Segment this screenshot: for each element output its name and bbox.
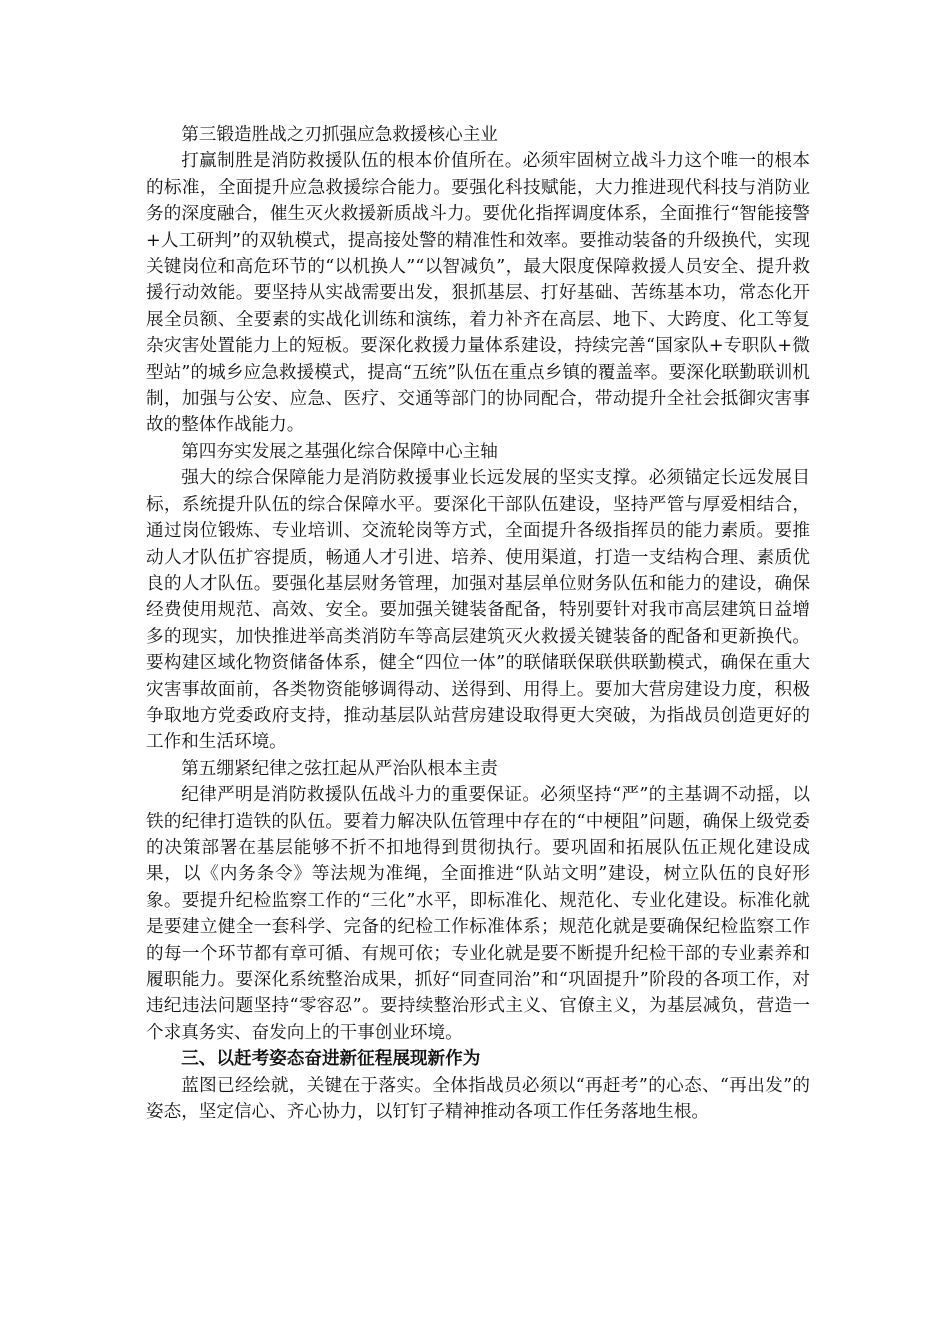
body-paragraph-3: 纪律严明是消防救援队伍战斗力的重要保证。必须坚持“严”的主基调不动摇，以铁的纪律打造铁的队伍。要着力解决队伍管理中存在的“中梗阻”问题，确保上级党委的决策部署在基层能够不折不扣地得到贯彻执行。要巩固和拓展队伍正规化建设成果，以《内务条令》等法规为准绳，全面推进“队站文明”建设，树立队伍的良好形象。要提升纪检监察工作的“三化”水平，即标准化、规范化、专业化建设。标准化就是要建立健全一套科学、完备的纪检工作标准体系；规范化就是要确保纪检监察工作的每一个环节都有章可循、有规可依；专业化就是要不断提升纪检干部的专业素养和履职能力。要深化系统整治成果，抓好“同查同治”和“巩固提升”阶段的各项工作，对违纪违法问题坚持“零容忍”。要持续整治形式主义、官僚主义，为基层减负，营造一个求真务实、奋发向上的干事创业环境。 — [146, 785, 810, 1043]
section-heading-5: 第五绷紧纪律之弦扛起从严治队根本主责 — [181, 758, 498, 779]
chapter-heading-3: 三、以赶考姿态奋进新征程展现新作为 — [181, 1048, 481, 1070]
section-heading-3: 第三锻造胜战之刃抓强应急救援核心主业 — [181, 125, 498, 145]
body-paragraph-2: 强大的综合保障能力是消防救援事业长远发展的坚实支撑。必须锚定长远发展目标，系统提升队伍的综合保障水平。要深化干部队伍建设，坚持严管与厚爱相结合，通过岗位锻炼、专业培训、交流轮岗等方式，全面提升各级指挥员的能力素质。要推动人才队伍扩容提质，畅通人才引进、培养、使用渠道，打造一支结构合理、素质优良的人才队伍。要强化基层财务管理，加强对基层单位财务队伍和能力的建设，确保经费使用规范、高效、安全。要加强关键装备配备，特别要针对我市高层建筑日益增多的现实，加快推进举高类消防车等高层建筑灭火救援关键装备的配备和更新换代。要构建区域化物资储备体系，健全“四位一体”的联储联保联供联勤模式，确保在重大灾害事故面前，各类物资能够调得动、送得到、用得上。要加大营房建设力度，积极争取地方党委政府支持，推动基层队站营房建设取得更大突破，为指战员创造更好的工作和生活环境。 — [146, 468, 810, 753]
document-page — [146, 122, 810, 1125]
body-paragraph-1: 打赢制胜是消防救援队伍的根本价值所在。必须牢固树立战斗力这个唯一的根本的标准，全面提升应急救援综合能力。要强化科技赋能，大力推进现代科技与消防业务的深度融合，催生灭火救援新质战斗力。要优化指挥调度体系，全面推行“智能接警+人工研判”的双轨模式，提高接处警的精准性和效率。要推动装备的升级换代，实现关键岗位和高危环节的“以机换人”“以智减负”，最大限度保障救援人员安全、提升救援行动效能。要坚持从实战需要出发，狠抓基层、打好基础、苦练基本功，常态化开展全员额、全要素的实战化训练和演练，着力补齐在高层、地下、大跨度、化工等复杂灾害处置能力上的短板。要深化救援力量体系建设，持续完善“国家队+专职队+微型站”的城乡应急救援模式，提高“五统”队伍在重点乡镇的覆盖率。要深化联勤联训机制，加强与公安、应急、医疗、交通等部门的协同配合，带动提升全社会抵御灾害事故的整体作战能力。 — [146, 151, 810, 436]
section-heading-4: 第四夯实发展之基强化综合保障中心主轴 — [181, 441, 498, 462]
body-paragraph-4: 蓝图已经绘就，关键在于落实。全体指战员必须以“再赶考”的心态、“再出发”的姿态，坚定信心、齐心协力，以钉钉子精神推动各项工作任务落地生根。 — [146, 1075, 810, 1123]
